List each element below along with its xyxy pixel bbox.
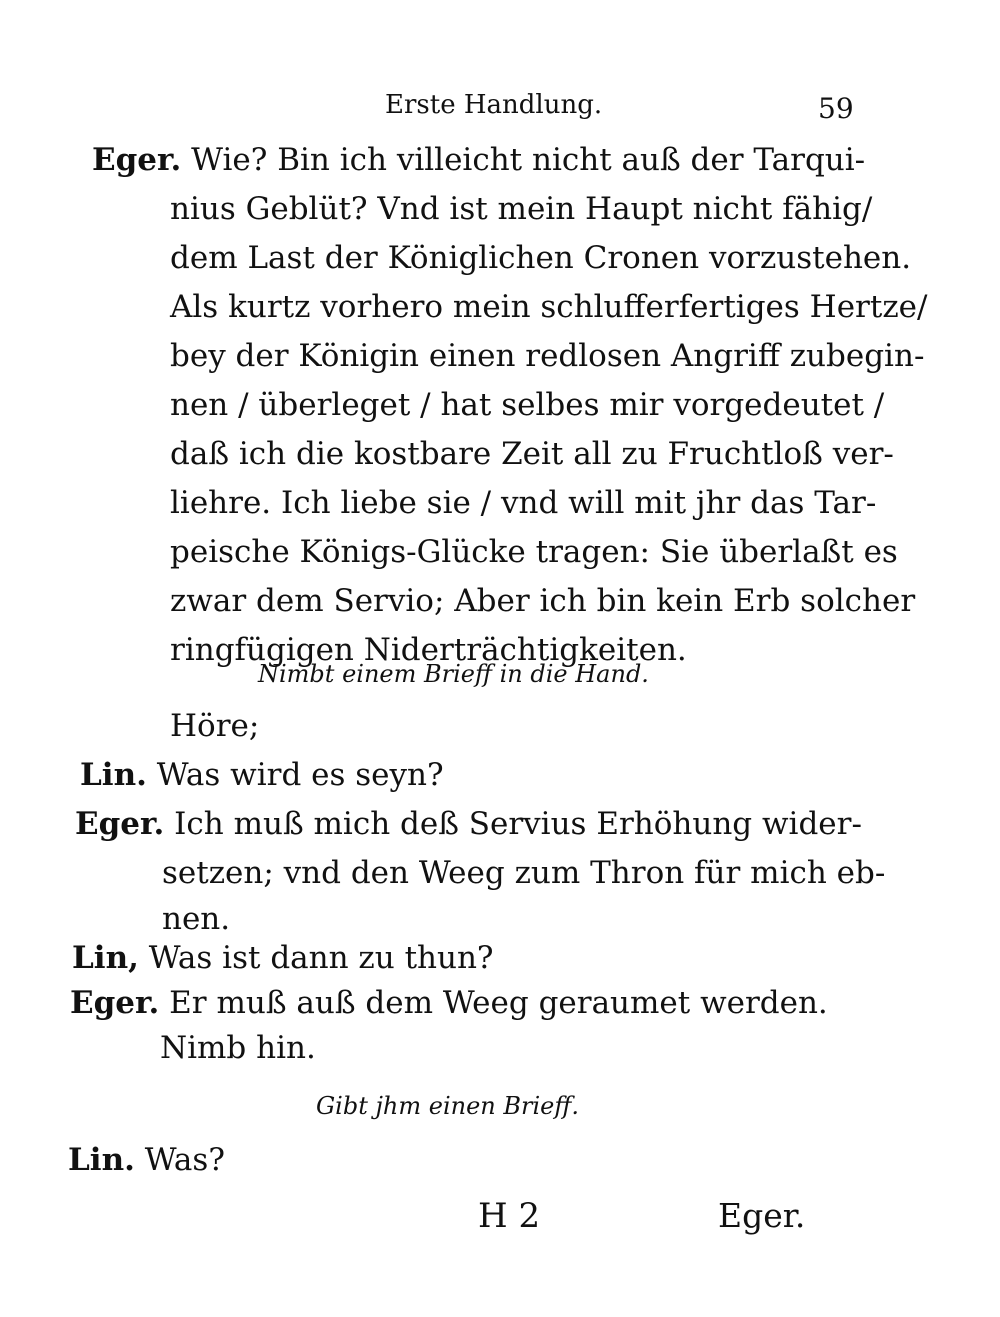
page-number: 59 <box>818 92 854 125</box>
catchword: Eger. <box>718 1196 806 1235</box>
speech-line: nen / überleget / hat selbes mir vorgedeutet / <box>170 387 885 423</box>
speech-line <box>75 804 862 844</box>
speech-line: zwar dem Servio; Aber ich bin kein Erb solcher <box>170 583 916 619</box>
speech-text: Er muß auß dem Weeg geraumet werden. <box>169 985 828 1021</box>
speech-line: setzen; vnd den Weeg zum Thron für mich eb- <box>162 855 886 891</box>
speech-text: Ich muß mich deß Servius Erhöhung wider- <box>174 806 862 842</box>
speaker-label: Eger. <box>92 142 182 178</box>
speech-line: ringfügigen Niderträchtigkeiten. <box>170 632 687 668</box>
speech-line <box>80 755 444 795</box>
speech-line: liehre. Ich liebe sie / vnd will mit jhr das Tar- <box>170 485 877 521</box>
speaker-label: Lin, <box>72 940 139 976</box>
stage-direction: Nimbt einem Brieff in die Hand. <box>258 660 649 688</box>
speech-line: Höre; <box>170 708 260 744</box>
speech-line: daß ich die kostbare Zeit all zu Fruchtloß ver- <box>170 436 894 472</box>
running-header: Erste Handlung. <box>385 90 603 120</box>
speaker-label: Eger. <box>70 985 160 1021</box>
speech-line: Als kurtz vorhero mein schlufferfertiges Hertze/ <box>170 289 928 325</box>
speech-line <box>68 1140 225 1180</box>
speech-line <box>92 140 865 180</box>
stage-direction: Gibt jhm einen Brieff. <box>316 1092 580 1120</box>
speech-text: Was? <box>144 1142 225 1178</box>
speech-line: dem Last der Königlichen Cronen vorzustehen. <box>170 240 912 276</box>
speech-text: Was wird es seyn? <box>156 757 444 793</box>
speech-line: Nimb hin. <box>160 1030 316 1066</box>
speech-line <box>70 983 828 1023</box>
speech-line: nius Geblüt? Vnd ist mein Haupt nicht fähig/ <box>170 191 873 227</box>
speech-text: Was ist dann zu thun? <box>148 940 494 976</box>
speech-line <box>72 938 494 978</box>
speaker-label: Eger. <box>75 806 165 842</box>
speech-line: nen. <box>162 901 231 937</box>
speech-text: Wie? Bin ich villeicht nicht auß der Tarqui- <box>191 142 866 178</box>
speech-line: peische Königs-Glücke tragen: Sie überlaßt es <box>170 534 898 570</box>
speaker-label: Lin. <box>68 1142 135 1178</box>
speaker-label: Lin. <box>80 757 147 793</box>
signature-mark: H 2 <box>478 1196 541 1236</box>
speech-line: bey der Königin einen redlosen Angriff zubegin- <box>170 338 925 374</box>
